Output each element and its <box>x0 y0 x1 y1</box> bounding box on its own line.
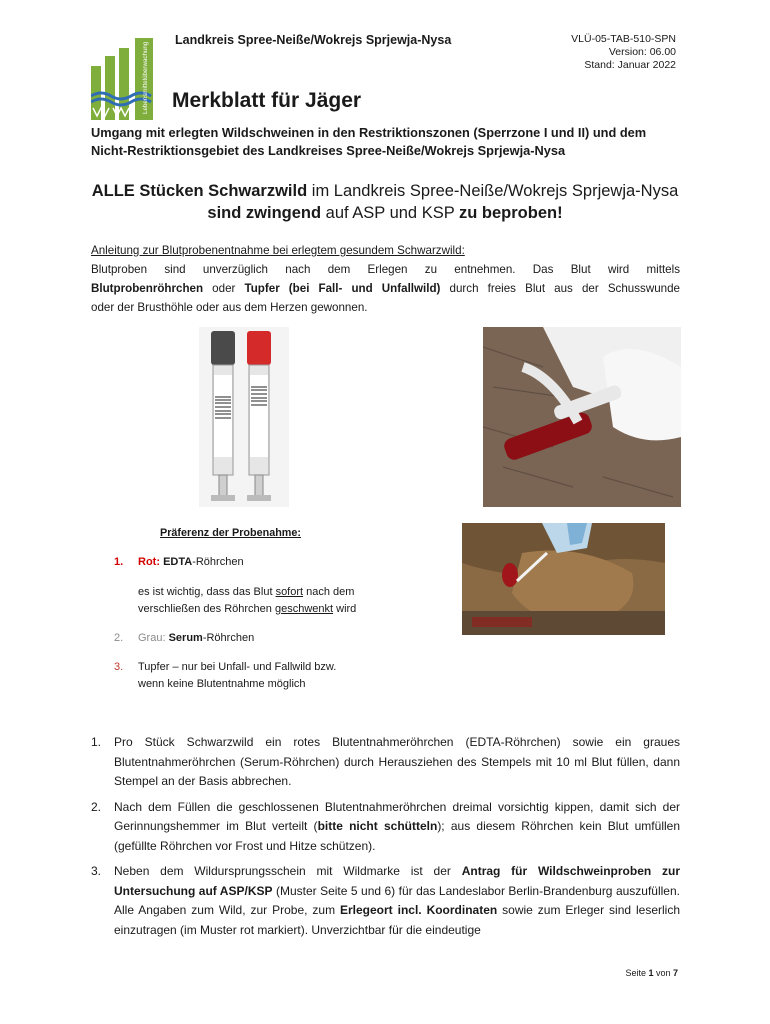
headline <box>70 180 700 224</box>
headline-text-1: im Landkreis Spree-Neiße/Wokrejs Sprjewja-Nysa <box>307 182 679 200</box>
preference-item-3-line2: wenn keine Blutentnahme möglich <box>138 678 306 690</box>
preference-item-3 <box>114 658 336 676</box>
footer-page-number: 1 <box>648 968 654 978</box>
note-text-d: wird <box>333 603 357 615</box>
headline-strong-3: zu beproben! <box>459 204 563 222</box>
note-text-b: nach dem <box>303 586 355 598</box>
note-underline-sofort: sofort <box>275 586 304 598</box>
headline-text-2: auf ASP und KSP <box>321 204 459 222</box>
preference-item-1 <box>114 553 244 571</box>
note-underline-geschwenkt: geschwenkt <box>274 603 334 615</box>
headline-strong-1: ALLE Stücken Schwarzwild <box>91 182 308 200</box>
footer-page-total: 7 <box>672 968 678 978</box>
step-3 <box>91 862 680 940</box>
intro-bold-swab: Tupfer (bei Fall- und Unfallwild) <box>244 282 441 295</box>
doc-version: Version: 06.00 <box>608 46 676 58</box>
intro-bold-tubes: Blutprobenröhrchen <box>91 282 204 295</box>
step-3-bold-erlegeort: Erlegeort incl. Koordinaten <box>340 903 498 917</box>
step-2 <box>91 798 680 857</box>
preference-title: Präferenz der Probenahme: <box>160 527 302 539</box>
photo-swab-sampling <box>462 523 665 635</box>
intro-text-wound: durch freies Blut aus der Schusswunde <box>440 282 680 295</box>
step-3-bold-antrag: Antrag für Wildschweinproben zur Untersuchung auf ASP/KSP <box>114 864 680 898</box>
page-title: Merkblatt für Jäger <box>172 89 362 112</box>
step-3-num: 3. <box>91 864 102 878</box>
photo-blood-tubes <box>199 327 289 507</box>
step-3-text-e: sowie zum Erleger sind leserlich einzutragen (im Muster rot markiert). Unverzichtbar für die eindeutige <box>114 903 680 937</box>
preference-item-2-type: Serum <box>168 632 203 644</box>
intro-line-3: oder der Brusthöhle oder aus dem Herzen gewonnen. <box>91 301 368 314</box>
preference-item-3-line1: Tupfer – nur bei Unfall- und Fallwild bzw. <box>138 661 337 673</box>
preference-item-1-rest: -Röhrchen <box>192 556 244 568</box>
preference-item-1-type: EDTA <box>163 556 193 568</box>
preference-item-1-color: Rot: <box>138 556 160 568</box>
headline-strong-2: sind zwingend <box>207 204 322 222</box>
step-1-text: Pro Stück Schwarzwild ein rotes Blutentnahmeröhrchen (EDTA-Röhrchen) sowie ein graues Blutentnahmeröhrchen (Serum-Röhrchen) durch Herausziehen des Stempels mit 10 ml Blut füllen, dann Stempel an der Basis abbrechen. <box>114 735 680 788</box>
preference-note-1 <box>138 583 354 601</box>
doc-id: VLÜ-05-TAB-510-SPN <box>571 33 676 45</box>
step-3-text <box>114 862 680 940</box>
step-1 <box>91 733 680 792</box>
footer-text-b: von <box>653 968 673 978</box>
intro-text-or: oder <box>203 282 245 295</box>
header-doc-info <box>571 33 676 72</box>
intro-section <box>91 241 680 317</box>
note-text-c: verschließen des Röhrchen <box>138 603 275 615</box>
step-2-text-c: ); aus diesem Röhrchen kein Blut umfüllen (gefüllte Röhrchen vor Frost und Hitze schützen). <box>114 819 680 853</box>
step-3-text-a: Neben dem Wildursprungsschein mit Wildmarke ist der <box>114 864 462 878</box>
note-text-a: es ist wichtig, dass das Blut <box>138 586 276 598</box>
step-2-text-a: Nach dem Füllen die geschlossenen Blutentnahmeröhrchen dreimal vorsichtig kippen, damit sich der Gerinnungshemmer im Blut verteilt ( <box>114 799 680 833</box>
intro-line-2 <box>91 279 680 298</box>
step-2-text <box>114 798 680 857</box>
page-subtitle: Umgang mit erlegten Wildschweinen in den Restriktionszonen (Sperrzone I und II) und dem Nicht-Restriktionsgebiet des Landkreises Spree-Neiße/Wokrejs Sprjewja-Nysa <box>91 125 647 158</box>
footer-text-a: Seite <box>625 968 649 978</box>
authority-logo <box>91 38 157 120</box>
preference-item-2 <box>114 629 254 647</box>
preference-item-2-rest: -Röhrchen <box>202 632 255 644</box>
step-2-bold: bitte nicht schütteln <box>317 819 438 833</box>
preference-item-2-color: Grau: <box>138 632 166 644</box>
step-2-num: 2. <box>91 799 102 814</box>
preference-note-2 <box>138 600 356 618</box>
logo-vertical-text: Lebensmittelüberwachung <box>142 41 149 114</box>
steps-list <box>91 733 680 946</box>
step-3-text-c: (Muster Seite 5 und 6) für das Landeslabor Berlin-Brandenburg auszufüllen. Alle Angaben zum Wild, zur Probe, zum <box>114 883 680 917</box>
preference-item-1-num: 1. <box>114 556 124 568</box>
preference-item-2-num: 2. <box>114 632 124 644</box>
step-1-num: 1. <box>91 735 102 749</box>
preference-item-3-num: 3. <box>114 661 124 673</box>
page-footer <box>625 968 678 978</box>
intro-line-1: Blutproben sind unverzüglich nach dem Erlegen zu entnehmen. Das Blut wird mittels <box>91 263 680 276</box>
header-authority: Landkreis Spree-Neiße/Wokrejs Sprjewja-Nysa <box>175 33 452 47</box>
photo-blood-sampling <box>483 327 681 507</box>
doc-stand: Stand: Januar 2022 <box>584 59 676 71</box>
intro-heading: Anleitung zur Blutprobenentnahme bei erlegtem gesundem Schwarzwild: <box>91 244 465 257</box>
